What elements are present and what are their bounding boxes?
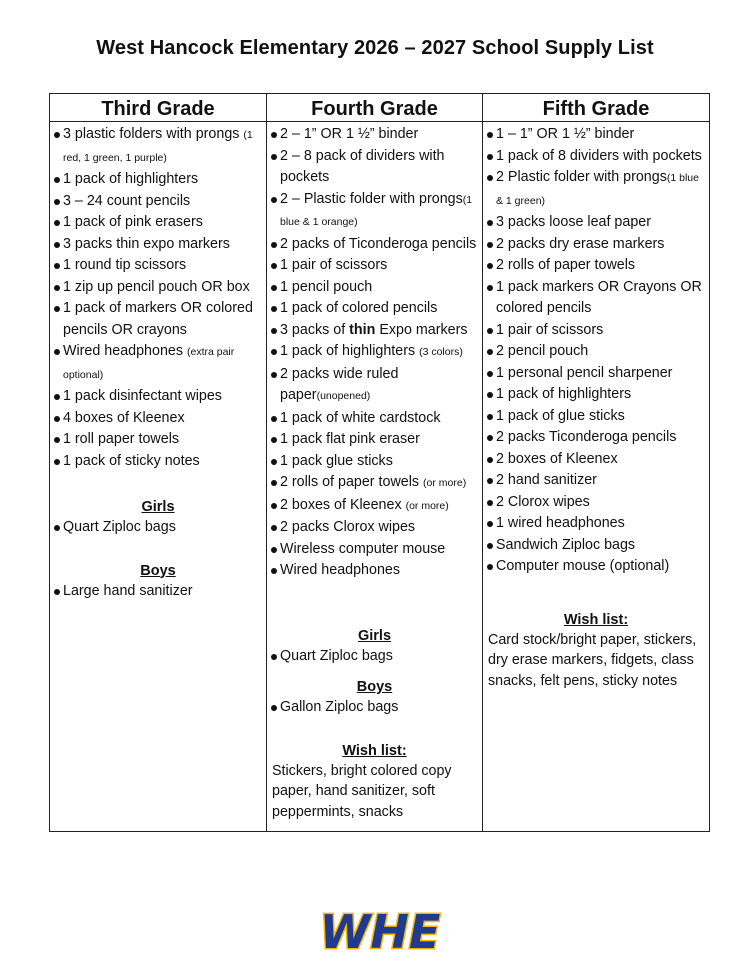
list-item: [54, 169, 264, 191]
item-text: 1 pack of glue sticks: [496, 407, 625, 424]
list-item: [271, 298, 480, 320]
item-text: 1 wired headphones: [496, 515, 625, 531]
list-item: [54, 234, 264, 256]
fourth-grade-column: [266, 94, 482, 831]
list-item: [487, 470, 707, 492]
item-text: 1 round tip scissors: [63, 257, 187, 273]
item-text: 2 – Plastic folder with prongs: [280, 190, 463, 207]
list-item: [54, 429, 264, 451]
list-item: [271, 472, 480, 495]
item-text: 3 packs of: [280, 321, 350, 338]
item-text: 1 – 1” OR 1 ½” binder: [496, 126, 635, 142]
list-item: [487, 384, 707, 406]
list-item: [271, 451, 480, 473]
third-girls-heading: Girls: [141, 499, 175, 515]
item-note: (extra pair optional): [63, 346, 235, 381]
list-item: [487, 341, 707, 363]
list-item: [271, 255, 480, 277]
item-text: 1 pack of pink erasers: [63, 214, 203, 230]
item-text: 2 hand sanitizer: [496, 472, 597, 488]
list-item: [271, 560, 480, 582]
list-item: [487, 513, 707, 535]
item-text: 1 pack of highlighters: [63, 171, 199, 187]
item-text: 1 pack of highlighters: [280, 343, 420, 359]
item-text: 2 Clorox wipes: [496, 493, 590, 510]
item-text: 1 zip up pencil pouch OR box: [63, 278, 250, 295]
item-note: (or more): [405, 499, 449, 512]
item-text: 1 pencil pouch: [280, 278, 373, 295]
item-text: Wireless computer mouse: [280, 540, 446, 557]
item-text: 1 roll paper towels: [63, 431, 180, 447]
list-item: [487, 255, 707, 277]
third-grade-heading: Third Grade: [50, 94, 266, 122]
list-item: [54, 212, 264, 234]
item-text: 2 pencil pouch: [496, 343, 589, 359]
item-note: (unopened): [316, 390, 371, 402]
list-item: [487, 277, 707, 320]
third-boys-heading: Boys: [140, 562, 176, 579]
fourth-wish-heading: Wish list:: [342, 742, 407, 759]
item-text: 2 – 8 pack of dividers with pockets: [280, 147, 445, 185]
fifth-wish-text: Card stock/bright paper, stickers, dry erase markers, fidgets, class snacks, felt pens, sticky notes: [488, 631, 697, 689]
item-note: (1 blue & 1 orange): [280, 193, 473, 228]
school-logo: [303, 905, 458, 955]
list-item: [271, 277, 480, 299]
item-text: 2 rolls of paper towels: [496, 257, 636, 273]
item-text: Wired headphones: [280, 562, 401, 578]
fourth-boys-heading: Boys: [356, 679, 393, 695]
item-text: 2 packs dry erase markers: [496, 235, 665, 252]
item-text: 1 pack disinfectant wipes: [63, 388, 222, 404]
list-item: [271, 189, 480, 234]
list-item: [487, 146, 707, 168]
list-item: [54, 124, 264, 169]
list-item: [271, 364, 480, 408]
list-item: [271, 341, 480, 364]
list-item: [487, 556, 707, 578]
list-item: Gallon Ziploc bags: [271, 697, 480, 719]
item-note: (1 red, 1 green, 1 purple): [63, 129, 253, 164]
fourth-girls-list: [267, 646, 482, 668]
list-item: [487, 406, 707, 428]
item-text: 2 rolls of paper towels: [280, 474, 424, 490]
logo-text: WHE: [319, 905, 441, 955]
item-text: 2 packs Clorox wipes: [280, 519, 416, 535]
list-item: [487, 492, 707, 514]
item-text: 1 pair of scissors: [496, 321, 604, 338]
fifth-grade-heading: Fifth Grade: [483, 94, 709, 122]
item-text: 3 – 24 count pencils: [63, 192, 191, 209]
fourth-wish-text: Stickers, bright colored copy paper, hand sanitizer, soft peppermints, snacks: [272, 762, 452, 820]
fifth-wish-heading: Wish list:: [563, 611, 629, 628]
list-item: [271, 234, 480, 256]
list-item: [54, 451, 264, 473]
list-item: [54, 298, 264, 341]
fourth-boys-list: [267, 697, 482, 719]
item-text: 2 packs wide ruled paper: [280, 365, 399, 403]
item-text: 1 pack glue sticks: [280, 452, 393, 469]
list-item: [487, 535, 707, 557]
supply-table: [49, 93, 710, 832]
item-note: (3 colors): [419, 346, 463, 358]
list-item: [54, 408, 264, 430]
fourth-grade-heading: Fourth Grade: [267, 94, 482, 122]
item-text: 1 pack of 8 dividers with pockets: [496, 147, 702, 164]
item-text: 1 pack of highlighters: [496, 386, 632, 402]
list-item: [487, 212, 707, 234]
list-item: [487, 449, 707, 471]
item-text: 4 boxes of Kleenex: [63, 409, 185, 426]
item-text: 2 – 1” OR 1 ½” binder: [280, 126, 419, 142]
item-text: 2 packs Ticonderoga pencils: [496, 429, 677, 445]
item-text: 1 pack of sticky notes: [63, 452, 200, 469]
list-item: [54, 386, 264, 408]
item-text: 2 packs of Ticonderoga pencils: [280, 235, 477, 252]
list-item: [271, 320, 480, 342]
list-item: [271, 539, 480, 561]
item-text: 1 pack of markers OR colored pencils OR crayons: [63, 300, 253, 338]
item-text: 1 pack of white cardstock: [280, 409, 441, 426]
fourth-grade-list: [267, 122, 482, 582]
list-item: [487, 427, 707, 449]
item-text: 2 Plastic folder with prongs: [496, 169, 667, 185]
list-item: [271, 408, 480, 430]
list-item: [271, 146, 480, 189]
item-text: 3 packs loose leaf paper: [496, 214, 651, 230]
list-item: [271, 495, 480, 518]
list-item: Quart Ziploc bags: [54, 517, 264, 539]
item-text: 1 personal pencil sharpener: [496, 364, 673, 381]
list-item: [487, 124, 707, 146]
list-item: [54, 277, 264, 299]
list-item: [271, 429, 480, 451]
list-item: [487, 363, 707, 385]
list-item: [54, 191, 264, 213]
item-text: Expo markers: [375, 321, 468, 338]
list-item: [487, 167, 707, 212]
item-text: Sandwich Ziploc bags: [496, 536, 636, 553]
third-boys-list: [50, 581, 266, 603]
item-text: 1 pack of colored pencils: [280, 300, 438, 316]
item-text: 1 pack flat pink eraser: [280, 431, 420, 447]
list-item: [54, 341, 264, 386]
list-item: [54, 255, 264, 277]
item-text: 2 boxes of Kleenex: [496, 450, 618, 467]
third-girls-list: [50, 517, 266, 539]
fifth-grade-column: [482, 94, 709, 831]
item-text: Wired headphones: [63, 343, 187, 359]
item-note: (or more): [423, 477, 467, 489]
list-item: Quart Ziploc bags: [271, 646, 480, 668]
item-text: 1 pack markers OR Crayons OR colored pencils: [496, 278, 702, 316]
page-title: West Hancock Elementary 2026 – 2027 School Supply List: [96, 37, 654, 59]
item-text: Computer mouse (optional): [496, 558, 670, 574]
third-grade-list: [50, 122, 266, 472]
item-note: (1 blue & 1 green): [496, 172, 699, 207]
third-grade-column: [50, 94, 266, 831]
item-text: 2 boxes of Kleenex: [280, 496, 406, 513]
item-emphasis: thin: [349, 321, 376, 338]
fourth-girls-heading: Girls: [357, 627, 392, 644]
item-text: 1 pair of scissors: [280, 257, 388, 273]
item-text: 3 packs thin expo markers: [63, 235, 230, 252]
list-item: [271, 517, 480, 539]
list-item: Large hand sanitizer: [54, 581, 264, 603]
item-text: 3 plastic folders with prongs: [63, 126, 244, 142]
list-item: [271, 124, 480, 146]
fifth-grade-list: [483, 122, 709, 578]
list-item: [487, 234, 707, 256]
list-item: [487, 320, 707, 342]
